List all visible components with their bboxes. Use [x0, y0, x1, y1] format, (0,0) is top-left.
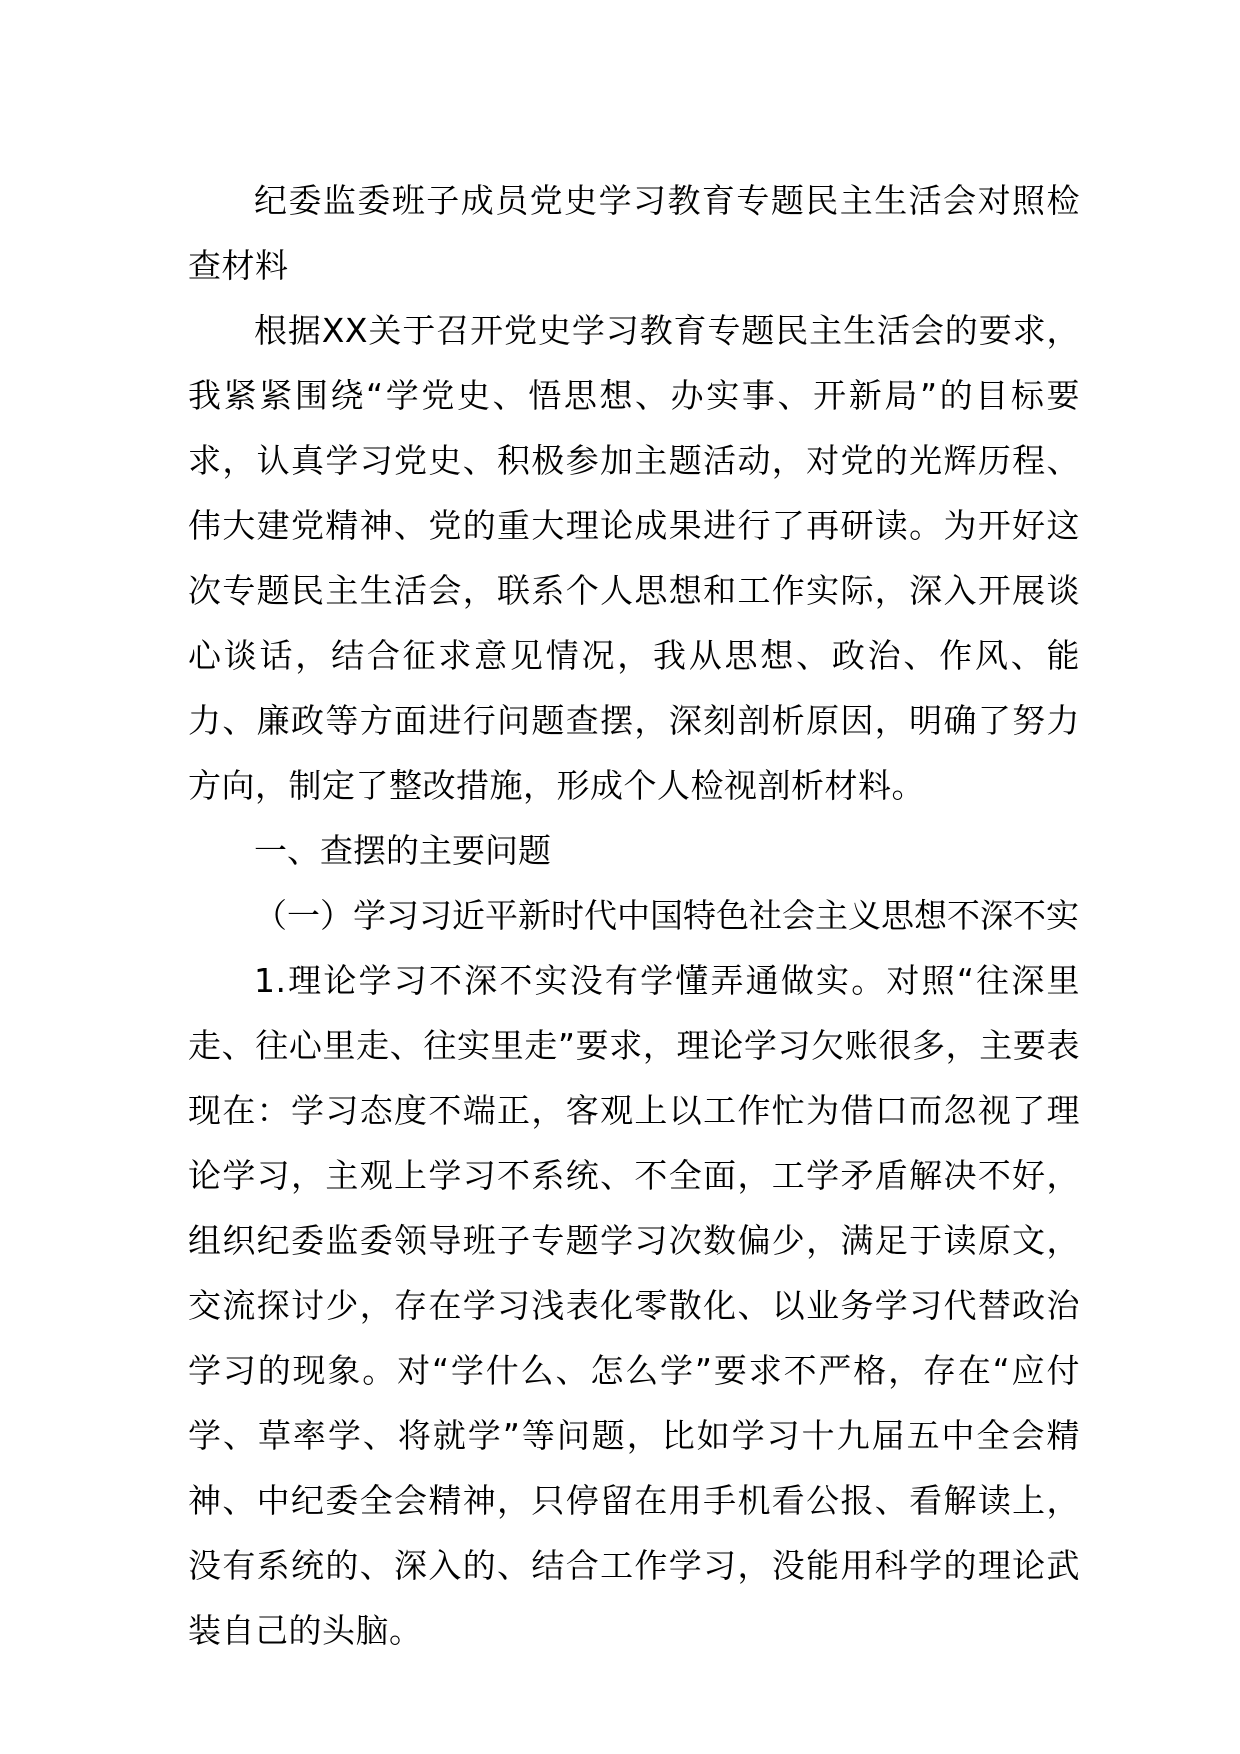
subsection-heading-1: （一）学习习近平新时代中国特色社会主义思想不深不实: [254, 896, 1079, 935]
intro-paragraph: 根据XX关于召开党史学习教育专题民主生活会的要求，我紧紧围绕“学党史、悟思想、办实事、开新局”的目标要求，认真学习党史、积极参加主题活动，对党的光辉历程、伟大建党精神、党的重大理论成果进行了再研读。为开好这次专题民主生活会，联系个人思想和工作实际，深入开展谈心谈话，结合征求意见情况，我从思想、政治、作风、能力、廉政等方面进行问题查摆，深刻剖析原因，明确了努力方向，制定了整改措施，形成个人检视剖析材料。: [188, 311, 1080, 805]
document-title: 纪委监委班子成员党史学习教育专题民主生活会对照检查材料: [188, 181, 1080, 285]
section-heading-1: 一、查摆的主要问题: [254, 831, 551, 870]
document-body: [188, 168, 1080, 1663]
point-paragraph-1: 1.理论学习不深不实没有学懂弄通做实。对照“往深里走、往心里走、往实里走”要求，理论学习欠账很多，主要表现在：学习态度不端正，客观上以工作忙为借口而忽视了理论学习，主观上学习不系统、不全面，工学矛盾解决不好，组织纪委监委领导班子专题学习次数偏少，满足于读原文，交流探讨少，存在学习浅表化零散化、以业务学习代替政治学习的现象。对“学什么、怎么学”要求不严格，存在“应付学、草率学、将就学”等问题，比如学习十九届五中全会精神、中纪委全会精神，只停留在用手机看公报、看解读上，没有系统的、深入的、结合工作学习，没能用科学的理论武装自己的头脑。: [188, 961, 1080, 1650]
